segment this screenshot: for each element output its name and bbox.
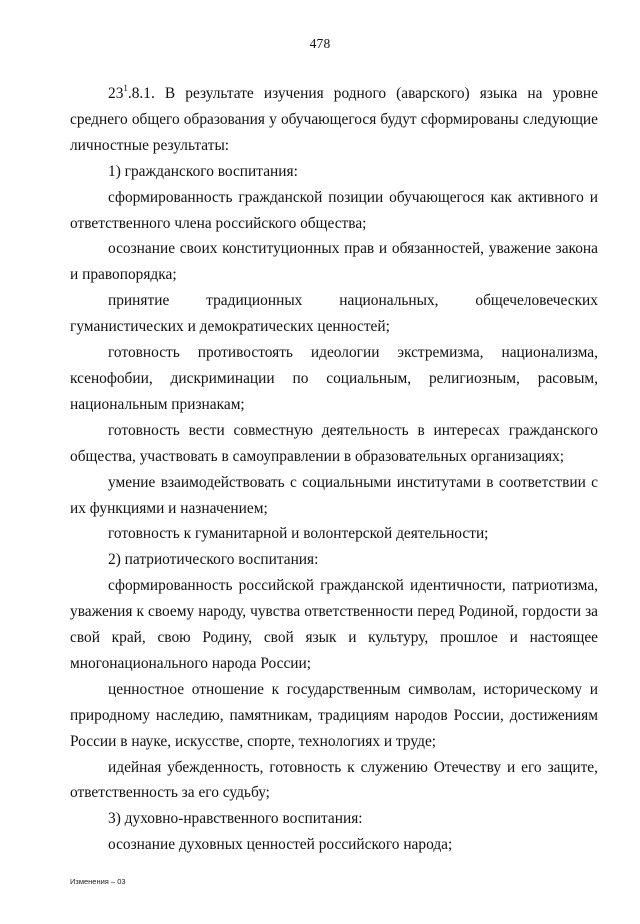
- section-number-rest: .8.1.: [127, 85, 155, 102]
- subheading-civic: 1) гражданского воспитания:: [108, 162, 298, 180]
- section-number: [108, 82, 155, 102]
- page-number: 478: [309, 36, 331, 51]
- list-item: готовность вести совместную деятельность в интересах гражданского общества, участвовать в самоуправлении в образовательных организациях;: [70, 421, 598, 465]
- intro-text: В результате изучения родного (аварского) языка на уровне среднего общего образования у обучающегося будут сформированы следующие личностные результаты:: [70, 85, 598, 154]
- list-item: сформированность российской гражданской идентичности, патриотизма, уважения к своему народу, чувства ответственности перед Родиной, гордости за свой край, свою Родину, свой язык и культуру, прошлое и настоящее многонационального народа России;: [70, 577, 598, 672]
- list-item: сформированность гражданской позиции обучающегося как активного и ответственного члена российского общества;: [70, 188, 598, 232]
- section-number-main: 23: [108, 85, 124, 102]
- subheading-spiritual: 3) духовно-нравственного воспитания:: [108, 810, 363, 828]
- list-item: идейная убежденность, готовность к служению Отечеству и его защите, ответственность за его судьбу;: [70, 758, 598, 802]
- subheading-patriotic: 2) патриотического воспитания:: [108, 551, 319, 569]
- list-item: умение взаимодействовать с социальными институтами в соответствии с их функциями и назначением;: [70, 473, 598, 517]
- list-item: осознание духовных ценностей российского народа;: [108, 836, 453, 854]
- list-item: готовность противостоять идеологии экстремизма, национализма, ксенофобии, дискриминации по социальным, религиозным, расовым, национальным признакам;: [70, 344, 598, 413]
- document-body: [70, 81, 598, 858]
- list-item: ценностное отношение к государственным символам, историческому и природному наследию, памятникам, традициям народов России, достижениям России в науке, искусстве, спорте, технологиях и труде;: [70, 680, 598, 750]
- footer-revision-note: Изменения – 03: [70, 877, 126, 886]
- list-item: осознание своих конституционных прав и обязанностей, уважение закона и правопорядка;: [70, 240, 598, 284]
- list-item: принятие традиционных национальных, общечеловеческих гуманистических и демократических ценностей;: [70, 292, 598, 336]
- list-item: готовность к гуманитарной и волонтерской деятельности;: [108, 525, 489, 543]
- section-number-superscript: 1: [123, 82, 128, 93]
- intro-paragraph: [70, 81, 598, 159]
